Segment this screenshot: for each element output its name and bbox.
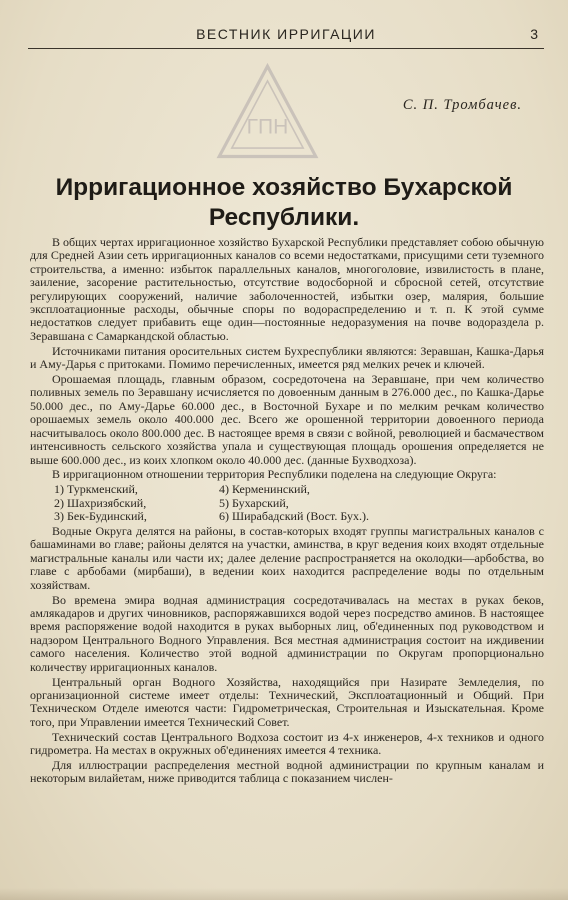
running-header [28,22,544,49]
paragraph: Во времена эмира водная администрация сосредотачивалась на местах в руках беков, амлякадаров и других чиновников, распоряжавшихся водой через посредство аминов. В настоящее время распоряжение водой находится в руках выборных лиц, об'единенных под руководством и надзором Центрального Водного Управления. Вся местная администрация состоит на иждивении самого населения. Количество этой водной администрации по Округам пропорционально количеству ирригационных каналов. [30,592,544,674]
paragraph: Для иллюстрации распределения местной водной администрации по крупным каналам и некоторым вилайетам, ниже приводится таблица с показанием числен- [30,757,544,786]
article-title [20,173,548,233]
district-item: 1) Туркменский, [54,482,138,497]
district-item: 5) Бухарский, [219,495,289,510]
paragraph: Центральный орган Водного Хозяйства, находящийся при Назирате Земледелия, по организационной системе имеет отделы: Технический, Эксплоатационный и Общий. При Техническом Отделе имеются части: Гидрометрическая, Строительная и Изыскательная. Кроме того, при Управлении имеется Технический Совет. [30,674,544,729]
district-item: 3) Бек-Будинский, [54,509,147,524]
page-number: 3 [530,26,538,42]
article-title-line-1: Ирригационное хозяйство Бухарской [55,174,513,201]
district-list [54,483,544,523]
journal-title: ВЕСТНИК ИРРИГАЦИИ [196,26,376,42]
paragraph: Орошаемая площадь, главным образом, сосредоточена на Зеравшане, при чем количество поливных земель по Зеравшану исчисляется по довоенным данным в 276.000 дес., по Кашка-Дарье 50.000 дес., по Аму-Дарье 60.000 дес., в Восточной Бухаре и по мелким речкам количество орошаемых земель около 400.000 дес. Всего же орошенной территории довоенного периода насчитывалось около 800.000 дес. В настоящее время в связи с войной, революцией и басмачеством интенсивность сельского хозяйства упала и существующая площадь орошения определяется не выше 600.000 дес., из коих хлопком около 40.000 дес. (данные Бухводхоза). [30,372,544,467]
district-item: 2) Шахризябский, [54,495,147,510]
article-title-line-2: Республики. [208,204,360,231]
article-body [30,236,544,787]
svg-text:ГПН: ГПН [246,115,289,139]
author-name: С. П. Тромбачев. [402,97,522,113]
library-stamp-icon [215,62,320,167]
page-edge-shade [0,888,568,900]
paragraph: Технический состав Центрального Водхоза состоит из 4-х инженеров, 4-х техников и одного гидрометра. На местах в окружных об'единениях имеется 4 техника. [30,729,544,758]
paragraph: В ирригационном отношении территория Республики поделена на следующие Округа: [52,467,497,482]
paragraph: В общих чертах ирригационное хозяйство Бухарской Республики представляет собою обычную для Средней Азии сеть ирригационных каналов со всеми недостатками, присущими сети туземного строительства, а именно: избыток параллельных каналов, многоголовие, извилистость в плане, заиление, засорение растительностью, отсутствие водосборной и сбросной сетей, отсутствие регулирующих сооружений, наличие заболоченностей, избытки озер, малярия, большие эксплоатационные расходы, обычные споры по водораспределению и т. п. К этой сумме недостатков следует прибавить еще один—постоянные недоразумения на почве водораздела р. Зеравшана с Самаркандской областью. [30,235,544,343]
paragraph: Водные Округа делятся на районы, в состав-которых входят группы магистральных каналов с башаминами во главе; районы делятся на участки, аминства, в круг ведения коих входят отдельные магистральные каналы или части их; далее деление распространяется на околодки—арбобства, во главе с арбобами (мирбаши), в ведении коих находится распределение воды по отдельным хозяйствам. [30,524,544,592]
district-item: 4) Керменинский, [219,482,310,497]
district-item: 6) Ширабадский (Вост. Бух.). [219,509,369,524]
paragraph: Источниками питания оросительных систем Бухреспублики являются: Зеравшан, Кашка-Дарья и Аму-Дарья с притоками. Помимо перечисленных, имеется ряд мелких речек и ключей. [30,343,544,372]
